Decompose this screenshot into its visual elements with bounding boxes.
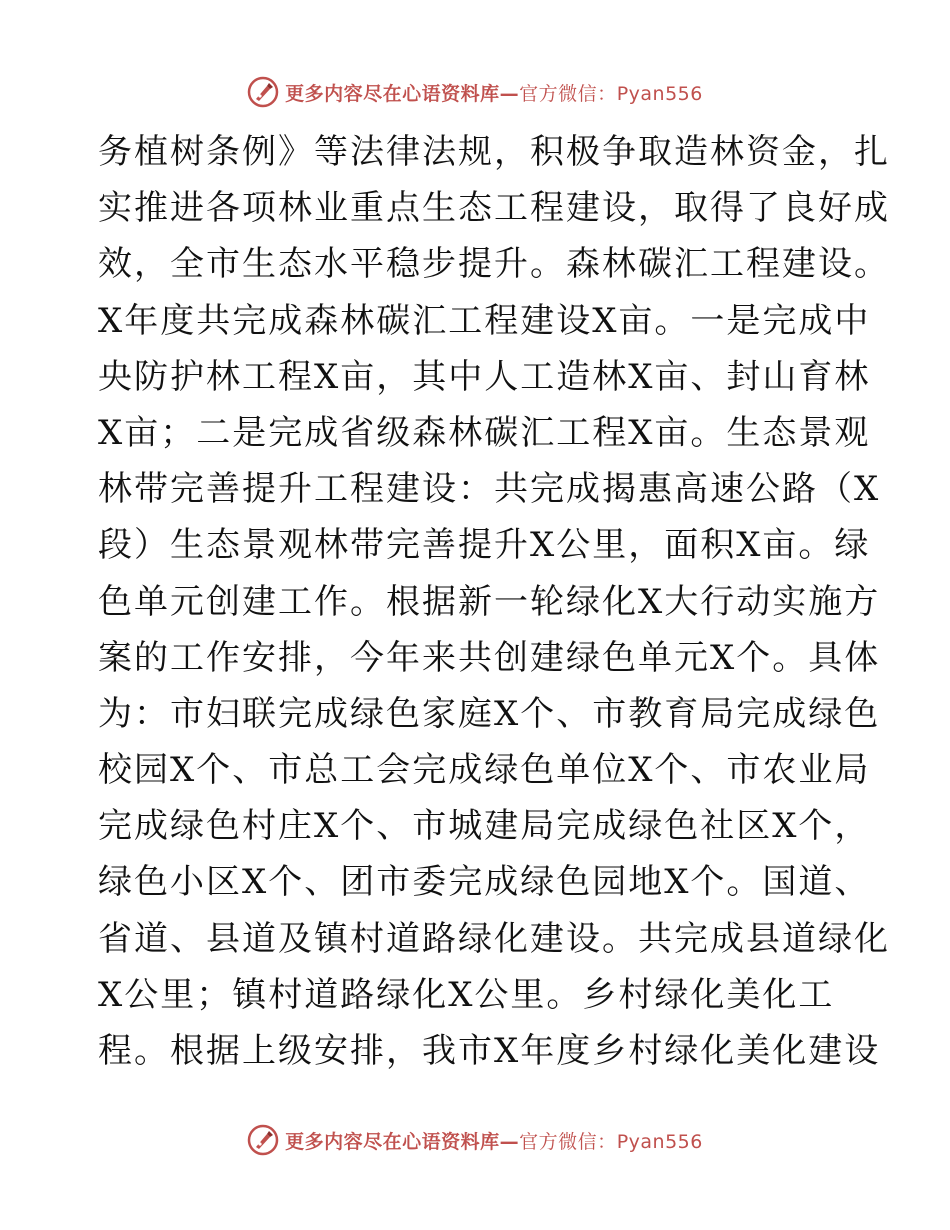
pen-nib-logo-icon: [247, 1124, 279, 1156]
watermark-brand: 更多内容尽在心语资料库: [285, 82, 500, 105]
body-line: 为：市妇联完成绿色家庭X个、市教育局完成绿色: [98, 693, 881, 734]
body-line: 效，全市生态水平稳步提升。森林碳汇工程建设。: [98, 244, 890, 285]
watermark-wechat-id: Pyan556: [616, 1130, 703, 1153]
watermark-separator: —: [499, 82, 520, 105]
body-line: 林带完善提升工程建设：共完成揭惠高速公路（X: [98, 469, 881, 510]
watermark-wechat-label: 官方微信：: [519, 82, 617, 105]
body-line: 校园X个、市总工会完成绿色单位X个、市农业局: [98, 750, 871, 791]
watermark-text: [285, 1127, 703, 1154]
body-line: 实推进各项林业重点生态工程建设，取得了良好成: [98, 188, 890, 229]
body-line: 段）生态景观林带完善提升X公里，面积X亩。绿: [98, 525, 871, 566]
body-line: 省道、县道及镇村道路绿化建设。共完成县道绿化: [98, 918, 890, 959]
body-line: X年度共完成森林碳汇工程建设X亩。一是完成中: [98, 300, 871, 341]
pen-nib-logo-icon: [247, 76, 279, 108]
body-line: 案的工作安排，今年来共创建绿色单元X个。具体: [98, 637, 881, 678]
footer-watermark: [0, 1120, 950, 1160]
header-watermark: [0, 72, 950, 112]
body-line: X公里；镇村道路绿化X公里。乡村绿化美化工: [98, 974, 835, 1015]
watermark-brand: 更多内容尽在心语资料库: [285, 1130, 500, 1153]
body-line: 央防护林工程X亩，其中人工造林X亩、封山育林: [98, 356, 871, 397]
body-line: 程。根据上级安排，我市X年度乡村绿化美化建设: [98, 1031, 881, 1071]
watermark-wechat-id: Pyan556: [616, 82, 703, 105]
body-line: 务植树条例》等法律法规，积极争取造林资金，扎: [98, 132, 890, 172]
body-line: 完成绿色村庄X个、市城建局完成绿色社区X个，: [98, 806, 871, 847]
watermark-wechat-label: 官方微信：: [519, 1130, 617, 1153]
watermark-text: [285, 79, 703, 106]
body-line: 绿色小区X个、团市委完成绿色园地X个。国道、: [98, 862, 871, 903]
body-line: 色单元创建工作。根据新一轮绿化X大行动实施方: [98, 581, 881, 622]
body-line: X亩；二是完成省级森林碳汇工程X亩。生态景观: [98, 412, 871, 453]
document-body: [98, 124, 890, 1079]
watermark-separator: —: [499, 1130, 520, 1153]
